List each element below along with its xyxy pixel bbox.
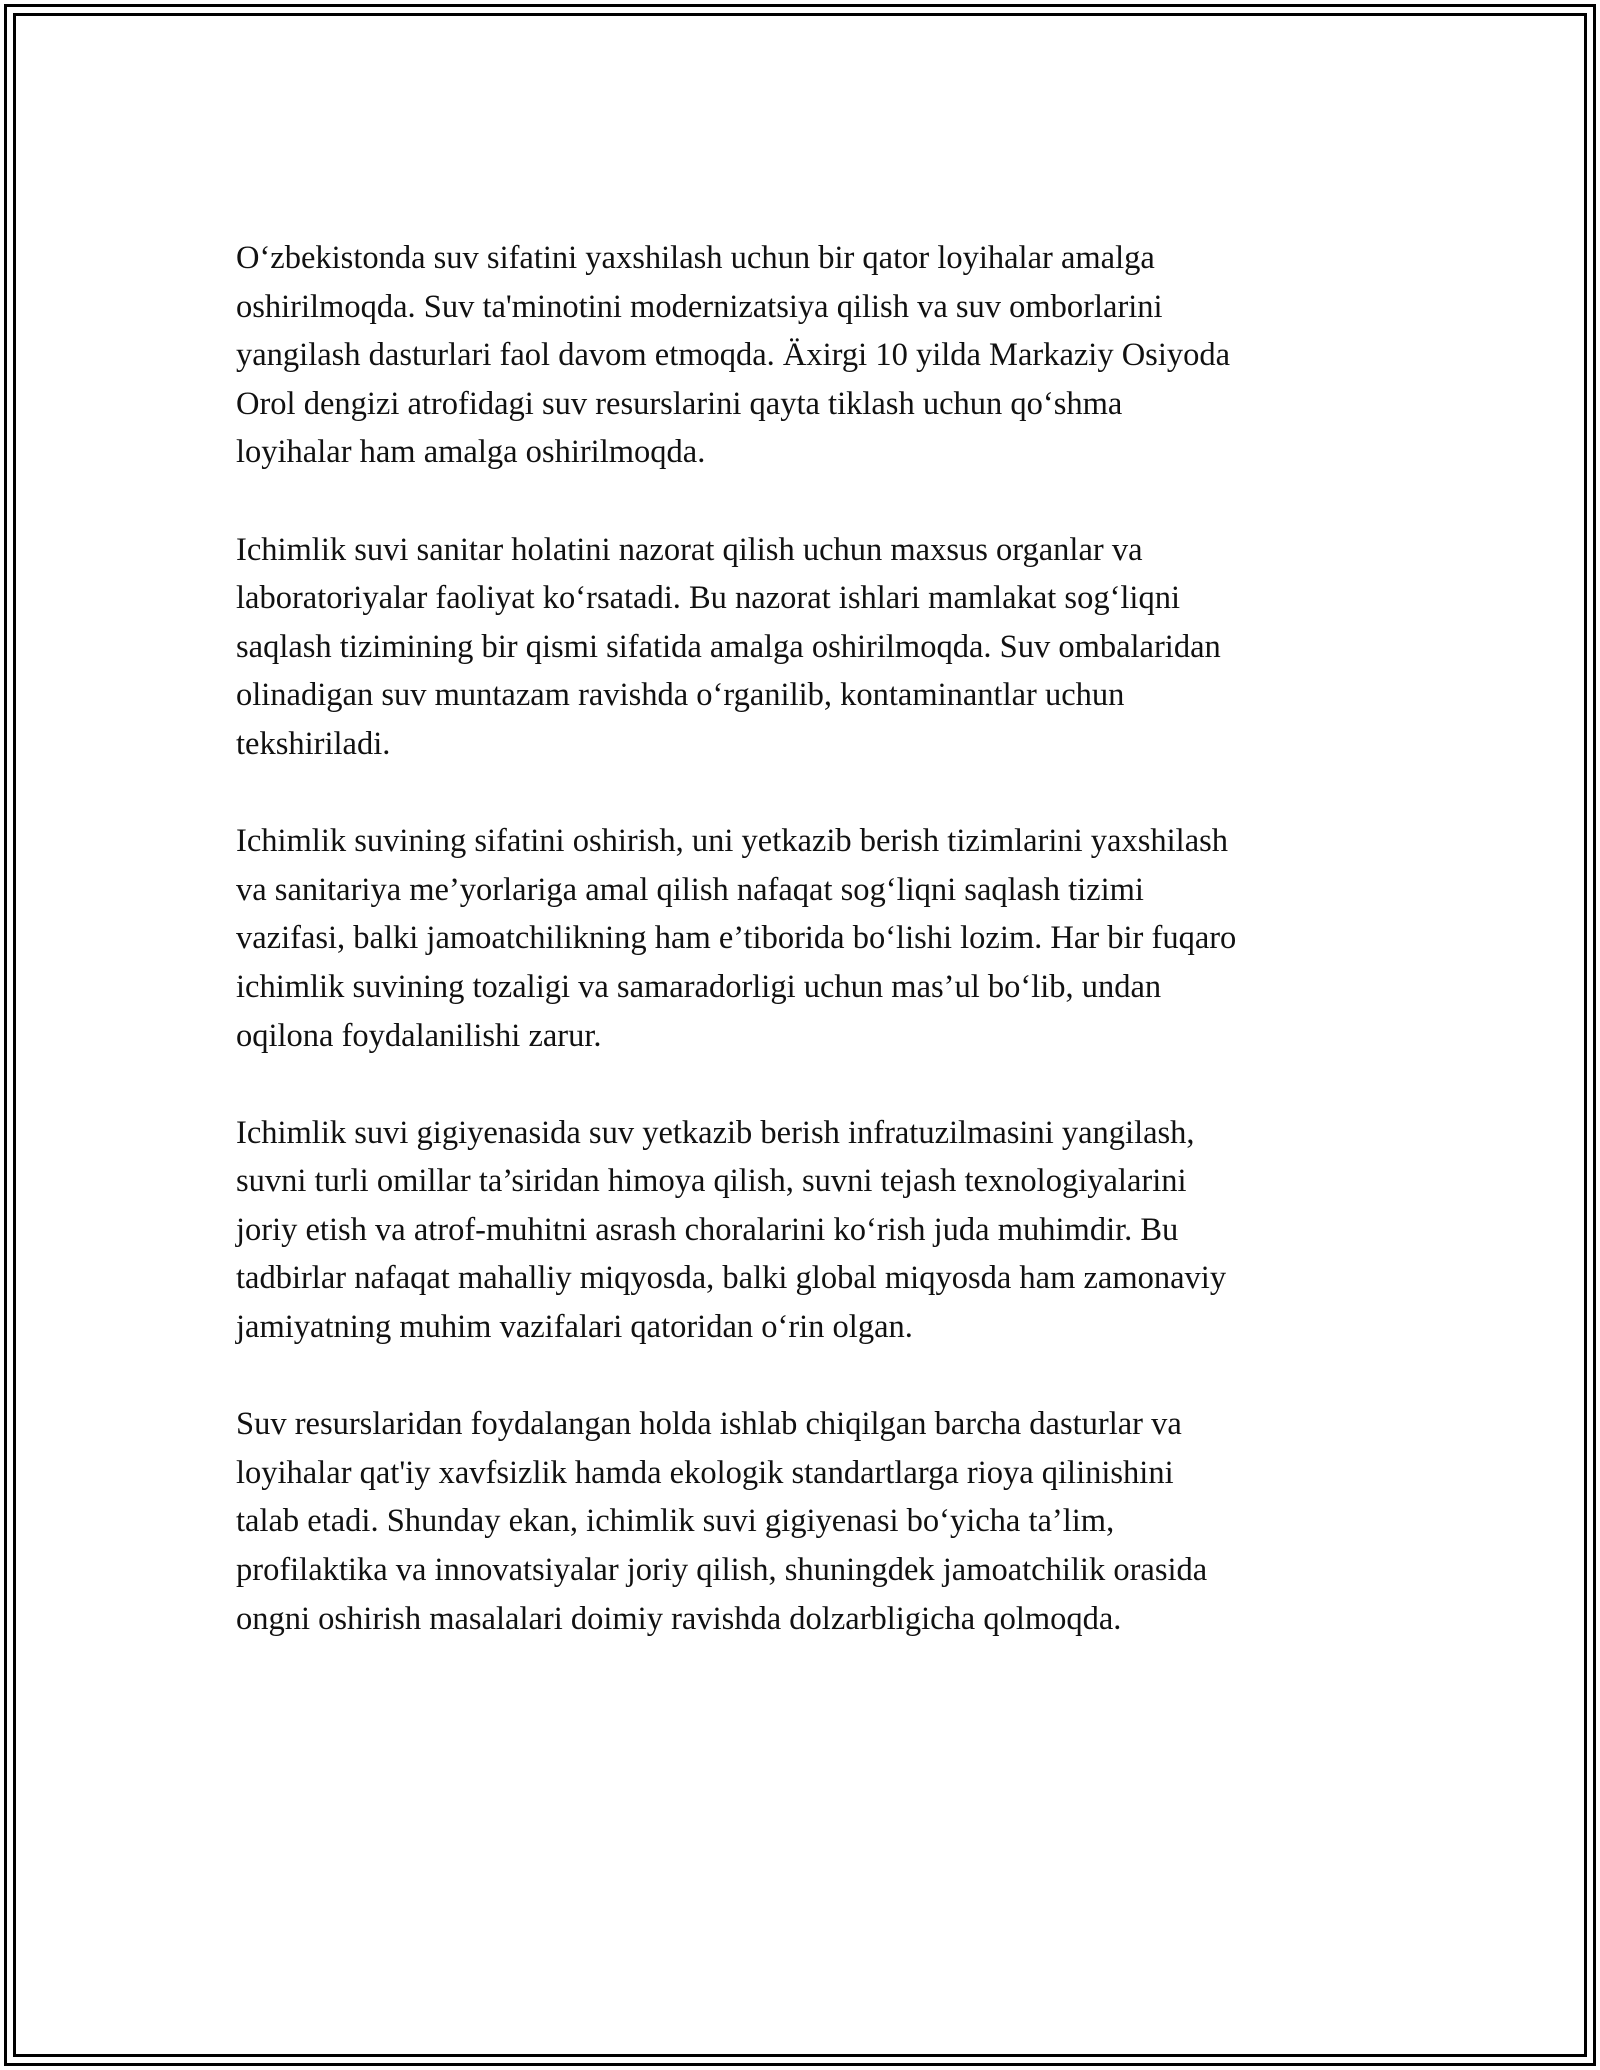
paragraph-standards-and-awareness: Suv resurslaridan foydalangan holda ishlab chiqilgan barcha dasturlar va loyihalar qat'iy xavfsizlik hamda ekologik standartlarga rioya qilinishini talab etadi. Shunday ekan, ichimlik suvi gigiyenasi bo‘yicha ta’lim, profilaktika va innovatsiyalar joriy qilish, shuningdek jamoatchilik orasida ongni oshirish masalalari doimiy ravishda dolzarbligicha qolmoqda. bbox=[236, 1406, 1208, 1637]
paragraph-water-quality-projects: O‘zbekistonda suv sifatini yaxshilash uchun bir qator loyihalar amalga oshirilmoqda. Suv ta'minotini modernizatsiya qilish va suv omborlarini yangilash dasturlari faol davom etmoqda. Äxirgi 10 yilda Markaziy Osiyoda Orol dengizi atrofidagi suv resurslarini qayta tiklash uchun qo‘shma loyihalar ham amalga oshirilmoqda. bbox=[236, 240, 1231, 471]
document-body bbox=[236, 234, 1366, 1692]
paragraph-hygiene-measures: Ichimlik suvi gigiyenasida suv yetkazib berish infratuzilmasini yangilash, suvni turli omillar ta’siridan himoya qilish, suvni tejash texnologiyalarini joriy etish va atrof-muhitni asrash choralarini ko‘rish juda muhimdir. Bu tadbirlar nafaqat mahalliy miqyosda, balki global miqyosda ham zamonaviy jamiyatning muhim vazifalari qatoridan o‘rin olgan. bbox=[236, 1114, 1227, 1346]
paragraph-public-responsibility: Ichimlik suvining sifatini oshirish, uni yetkazib berish tizimlarini yaxshilash va sanitariya me’yorlariga amal qilish nafaqat sog‘liqni saqlash tizimi vazifasi, balki jamoatchilikning ham e’tiborida bo‘lishi lozim. Har bir fuqaro ichimlik suvining tozaligi va samaradorligi uchun mas’ul bo‘lib, undan oqilona foydalanilishi zarur. bbox=[236, 823, 1237, 1054]
paragraph-sanitary-control: Ichimlik suvi sanitar holatini nazorat qilish uchun maxsus organlar va laboratoriyalar faoliyat ko‘rsatadi. Bu nazorat ishlari mamlakat sog‘liqni saqlash tizimining bir qismi sifatida amalga oshirilmoqda. Suv ombalaridan olinadigan suv muntazam ravishda o‘rganilib, kontaminantlar uchun tekshiriladi. bbox=[236, 531, 1221, 762]
